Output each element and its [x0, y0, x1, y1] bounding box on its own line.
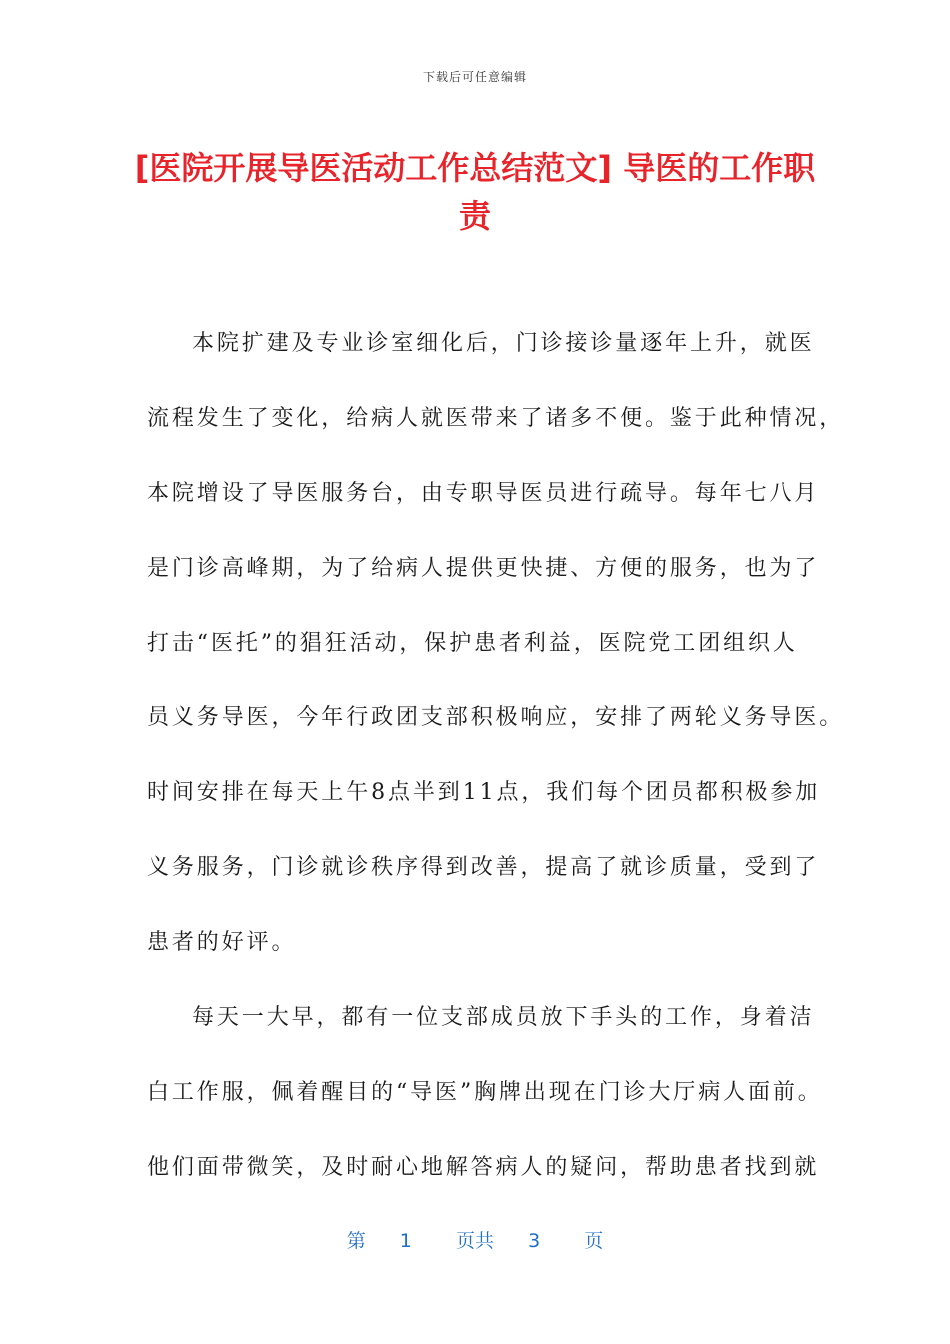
paragraph-line: 打击“医托”的猖狂活动，保护患者利益，医院党工团组织人 — [147, 630, 798, 656]
page-number-total: 3 — [528, 1230, 541, 1252]
paragraph-line: 时间安排在每天上午8点半到11点，我们每个团员都积极参加 — [147, 780, 821, 806]
paragraph-line: 员义务导医，今年行政团支部积极响应，安排了两轮义务导医。 — [147, 705, 845, 731]
paragraph-line: 白工作服，佩着醒目的“导医”胸牌出现在门诊大厅病人面前。 — [147, 1079, 823, 1105]
paragraph-line: 流程发生了变化，给病人就医带来了诸多不便。鉴于此种情况， — [147, 405, 845, 431]
page-footer — [0, 1226, 950, 1253]
header-note: 下载后可任意编辑 — [422, 70, 527, 84]
document-title: [医院开展导医活动工作总结范文] 导医的工作职责 — [134, 149, 816, 235]
page-prefix: 第 — [346, 1230, 366, 1252]
paragraph-line: 他们面带微笑，及时耐心地解答病人的疑问，帮助患者找到就 — [147, 1154, 820, 1180]
document-body — [147, 320, 845, 1219]
paragraph-line: 是门诊高峰期，为了给病人提供更快捷、方便的服务，也为了 — [147, 555, 820, 581]
paragraph-line: 每天一大早，都有一位支部成员放下手头的工作，身着洁 — [192, 1005, 815, 1031]
page-suffix: 页 — [584, 1230, 604, 1252]
paragraph-line: 患者的好评。 — [147, 930, 297, 956]
page-mid: 页共 — [455, 1230, 494, 1252]
paragraph-line: 本院扩建及专业诊室细化后，门诊接诊量逐年上升，就医 — [192, 331, 815, 356]
paragraph-line: 本院增设了导医服务台，由专职导医员进行疏导。每年七八月 — [147, 480, 820, 506]
page-number-current: 1 — [399, 1230, 412, 1252]
paragraph-line: 义务服务，门诊就诊秩序得到改善，提高了就诊质量，受到了 — [147, 855, 820, 881]
